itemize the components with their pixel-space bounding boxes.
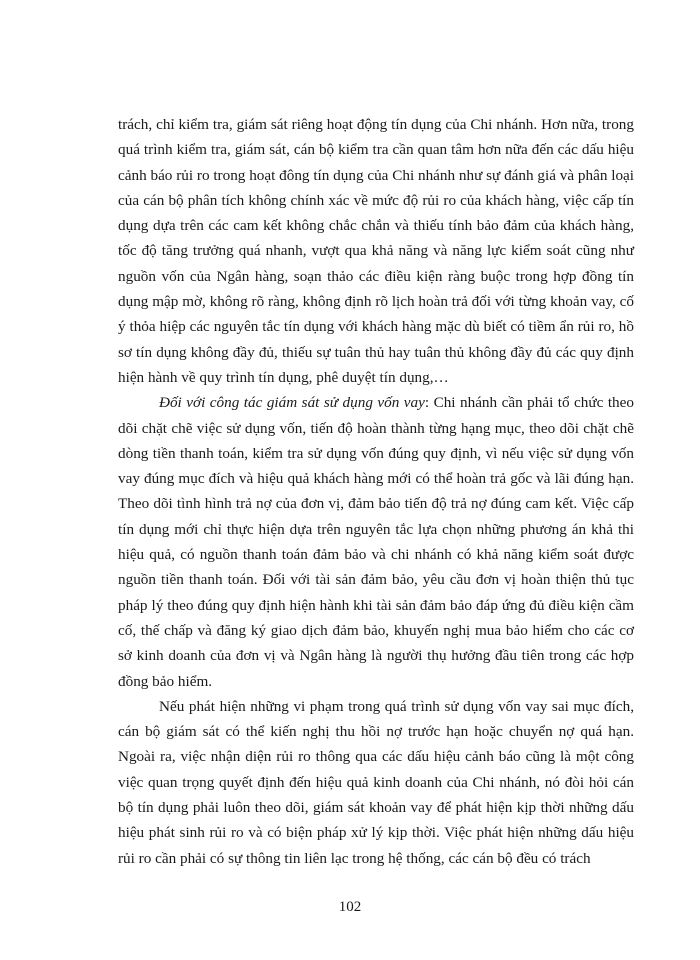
body-text [118, 112, 634, 871]
paragraph-2-lead: Đối với công tác giám sát sử dụng vốn vay [159, 394, 425, 412]
paragraph-2 [118, 390, 634, 694]
paragraph-2-text: : Chi nhánh cần phải tổ chức theo dõi chặt chẽ việc sử dụng vốn, tiến độ hoàn thành từng hạng mục, theo dõi chặt chẽ dòng tiền thanh toán, kiểm tra sử dụng vốn đúng quy định, vì nếu việc sử dụng vốn vay đúng mục đích và hiệu quả khách hàng mới có thể hoàn trả gốc và lãi đúng hạn. Theo dõi tình hình trả nợ của đơn vị, đảm bảo tiến độ trả nợ đúng cam kết. Việc cấp tín dụng mới chỉ thực hiện dựa trên nguyên tắc lựa chọn những phương án khả thi hiệu quả, có nguồn thanh toán đảm bảo và chi nhánh có khả năng kiểm soát được nguồn tiền thanh toán. Đối với tài sản đảm bảo, yêu cầu đơn vị hoàn thiện thủ tục pháp lý theo đúng quy định hiện hành khi tài sản đảm bảo đáp ứng đủ điều kiện cầm cố, thế chấp và đăng ký giao dịch đảm bảo, khuyến nghị mua bảo hiểm cho các cơ sở kinh doanh của đơn vị và Ngân hàng là người thụ hưởng đầu tiên trong các hợp đồng bảo hiểm. [118, 394, 634, 690]
paragraph-1 [118, 112, 634, 390]
paragraph-3-text: Nếu phát hiện những vi phạm trong quá trình sử dụng vốn vay sai mục đích, cán bộ giám sát có thể kiến nghị thu hồi nợ trước hạn hoặc chuyển nợ quá hạn. Ngoài ra, việc nhận diện rủi ro thông qua các dấu hiệu cảnh báo cũng là một công việc quan trọng quyết định đến hiệu quả kinh doanh của Chi nhánh, nó đòi hỏi cán bộ tín dụng phải luôn theo dõi, giám sát khoản vay để phát hiện kịp thời những dấu hiệu phát sinh rủi ro và có biện pháp xử lý kịp thời. Việc phát hiện những dấu hiệu rủi ro cần phải có sự thông tin liên lạc trong hệ thống, các cán bộ đều có trách [118, 697, 634, 867]
paragraph-1-text: trách, chỉ kiểm tra, giám sát riêng hoạt động tín dụng của Chi nhánh. Hơn nữa, trong quá trình kiểm tra, giám sát, cán bộ kiểm tra cần quan tâm hơn nữa đến các dấu hiệu cảnh báo rủi ro trong hoạt đông tín dụng của Chi nhánh như sự đánh giá và phân loại của cán bộ phân tích không chính xác về mức độ rủi ro của khách hàng, việc cấp tín dụng dựa trên các cam kết không chắc chắn và thiếu tính bảo đảm của khách hàng, tốc độ tăng trưởng quá nhanh, vượt qua khả năng và năng lực kiểm soát cũng như nguồn vốn của Ngân hàng, soạn thảo các điều kiện ràng buộc trong hợp đồng tín dụng mập mờ, không rõ ràng, không định rõ lịch hoàn trả đối với từng khoản vay, cố ý thỏa hiệp các nguyên tắc tín dụng với khách hàng mặc dù biết có tiềm ẩn rủi ro, hồ sơ tín dụng không đầy đủ, thiếu sự tuân thủ hay tuân thủ không đầy đủ các quy định hiện hành về quy trình tín dụng, phê duyệt tín dụng,… [118, 116, 634, 386]
paragraph-3 [118, 694, 634, 871]
page-number: 102 [338, 899, 362, 915]
